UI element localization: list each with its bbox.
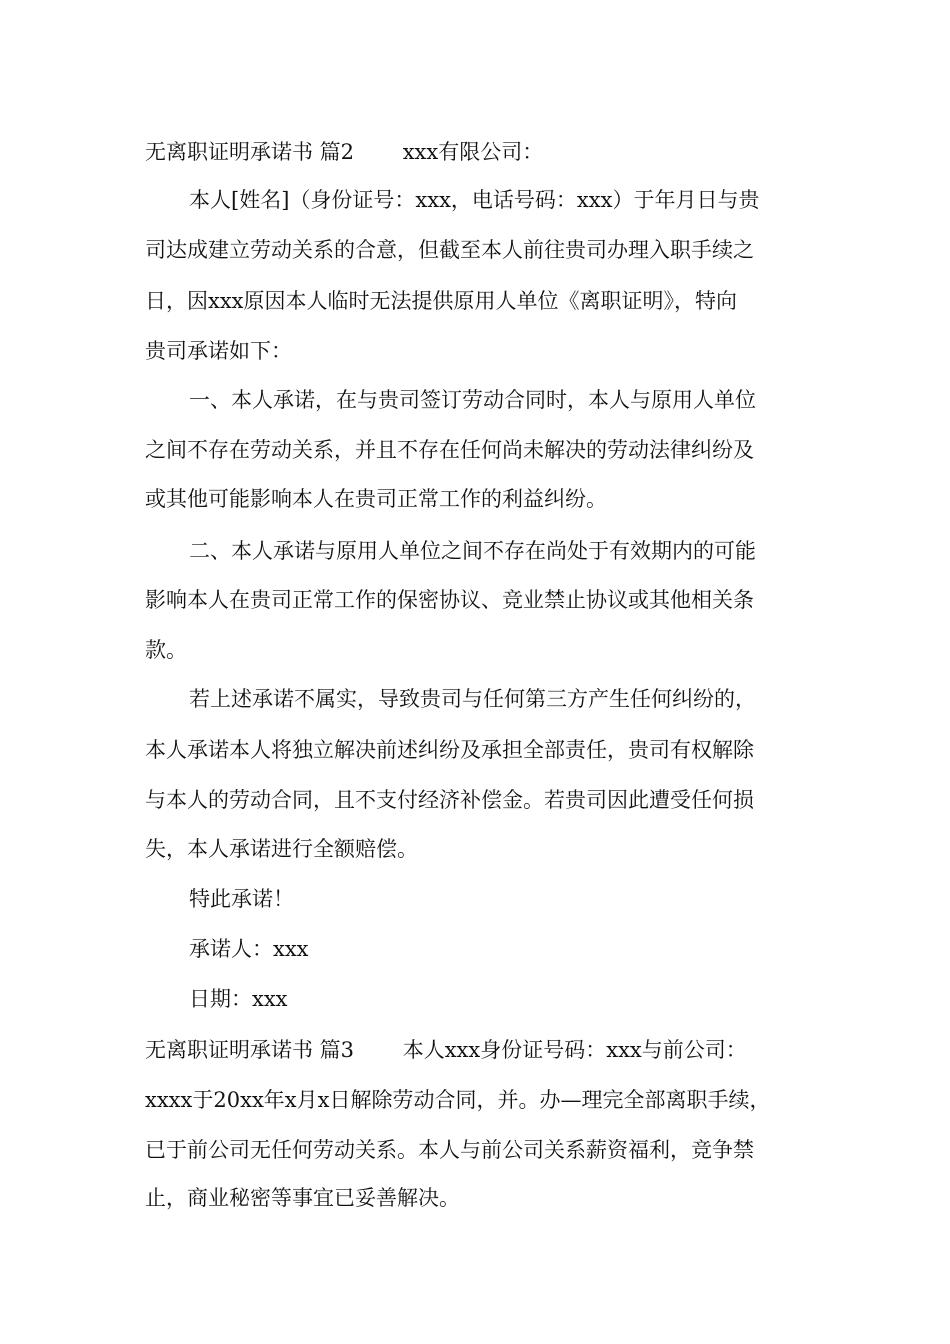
paragraph-line: 与本人的劳动合同，且不支付经济补偿金。若贵司因此遭受任何损 [145,788,754,812]
paragraph-line: 止，商业秘密等事宜已妥善解决。 [145,1186,460,1210]
paragraph-line: 日，因xxx原因本人临时无法提供原用人单位《离职证明》，特向 [145,289,738,313]
clause-one-line: 之间不存在劳动关系，并且不存在任何尚未解决的劳动法律纠纷及 [145,438,754,462]
paragraph-line: 司达成建立劳动关系的合意，但截至本人前往贵司办理入职手续之 [145,238,754,262]
heading-article-3: 无离职证明承诺书 篇3 本人xxx身份证号码：xxx与前公司： [145,1038,747,1062]
paragraph-line: 失，本人承诺进行全额赔偿。 [145,837,418,861]
paragraph-line: 若上述承诺不属实，导致贵司与任何第三方产生任何纠纷的， [189,687,756,711]
clause-two-line: 款。 [145,638,187,662]
heading-article-2: 无离职证明承诺书 篇2 xxx有限公司： [145,140,544,164]
date-line: 日期：xxx [189,987,288,1011]
paragraph-line: 本人承诺本人将独立解决前述纠纷及承担全部责任，贵司有权解除 [145,738,754,762]
signatory-line: 承诺人：xxx [189,937,309,961]
paragraph-line: 已于前公司无任何劳动关系。本人与前公司关系薪资福利，竞争禁 [145,1138,754,1162]
clause-two-line: 影响本人在贵司正常工作的保密协议、竞业禁止协议或其他相关条 [145,588,754,612]
clause-one-line: 或其他可能影响本人在贵司正常工作的利益纠纷。 [145,487,607,511]
clause-two-line: 二、本人承诺与原用人单位之间不存在尚处于有效期内的可能 [189,539,756,563]
paragraph-line: xxxx于20xx年x月x日解除劳动合同，并。办—理完全部离职手续， [145,1088,771,1112]
clause-one-line: 一、本人承诺，在与贵司签订劳动合同时，本人与原用人单位 [189,388,756,412]
closing-statement: 特此承诺！ [189,887,294,911]
paragraph-line: 本人[姓名]（身份证号：xxx，电话号码：xxx）于年月日与贵 [189,188,760,212]
paragraph-line: 贵司承诺如下： [145,339,292,363]
